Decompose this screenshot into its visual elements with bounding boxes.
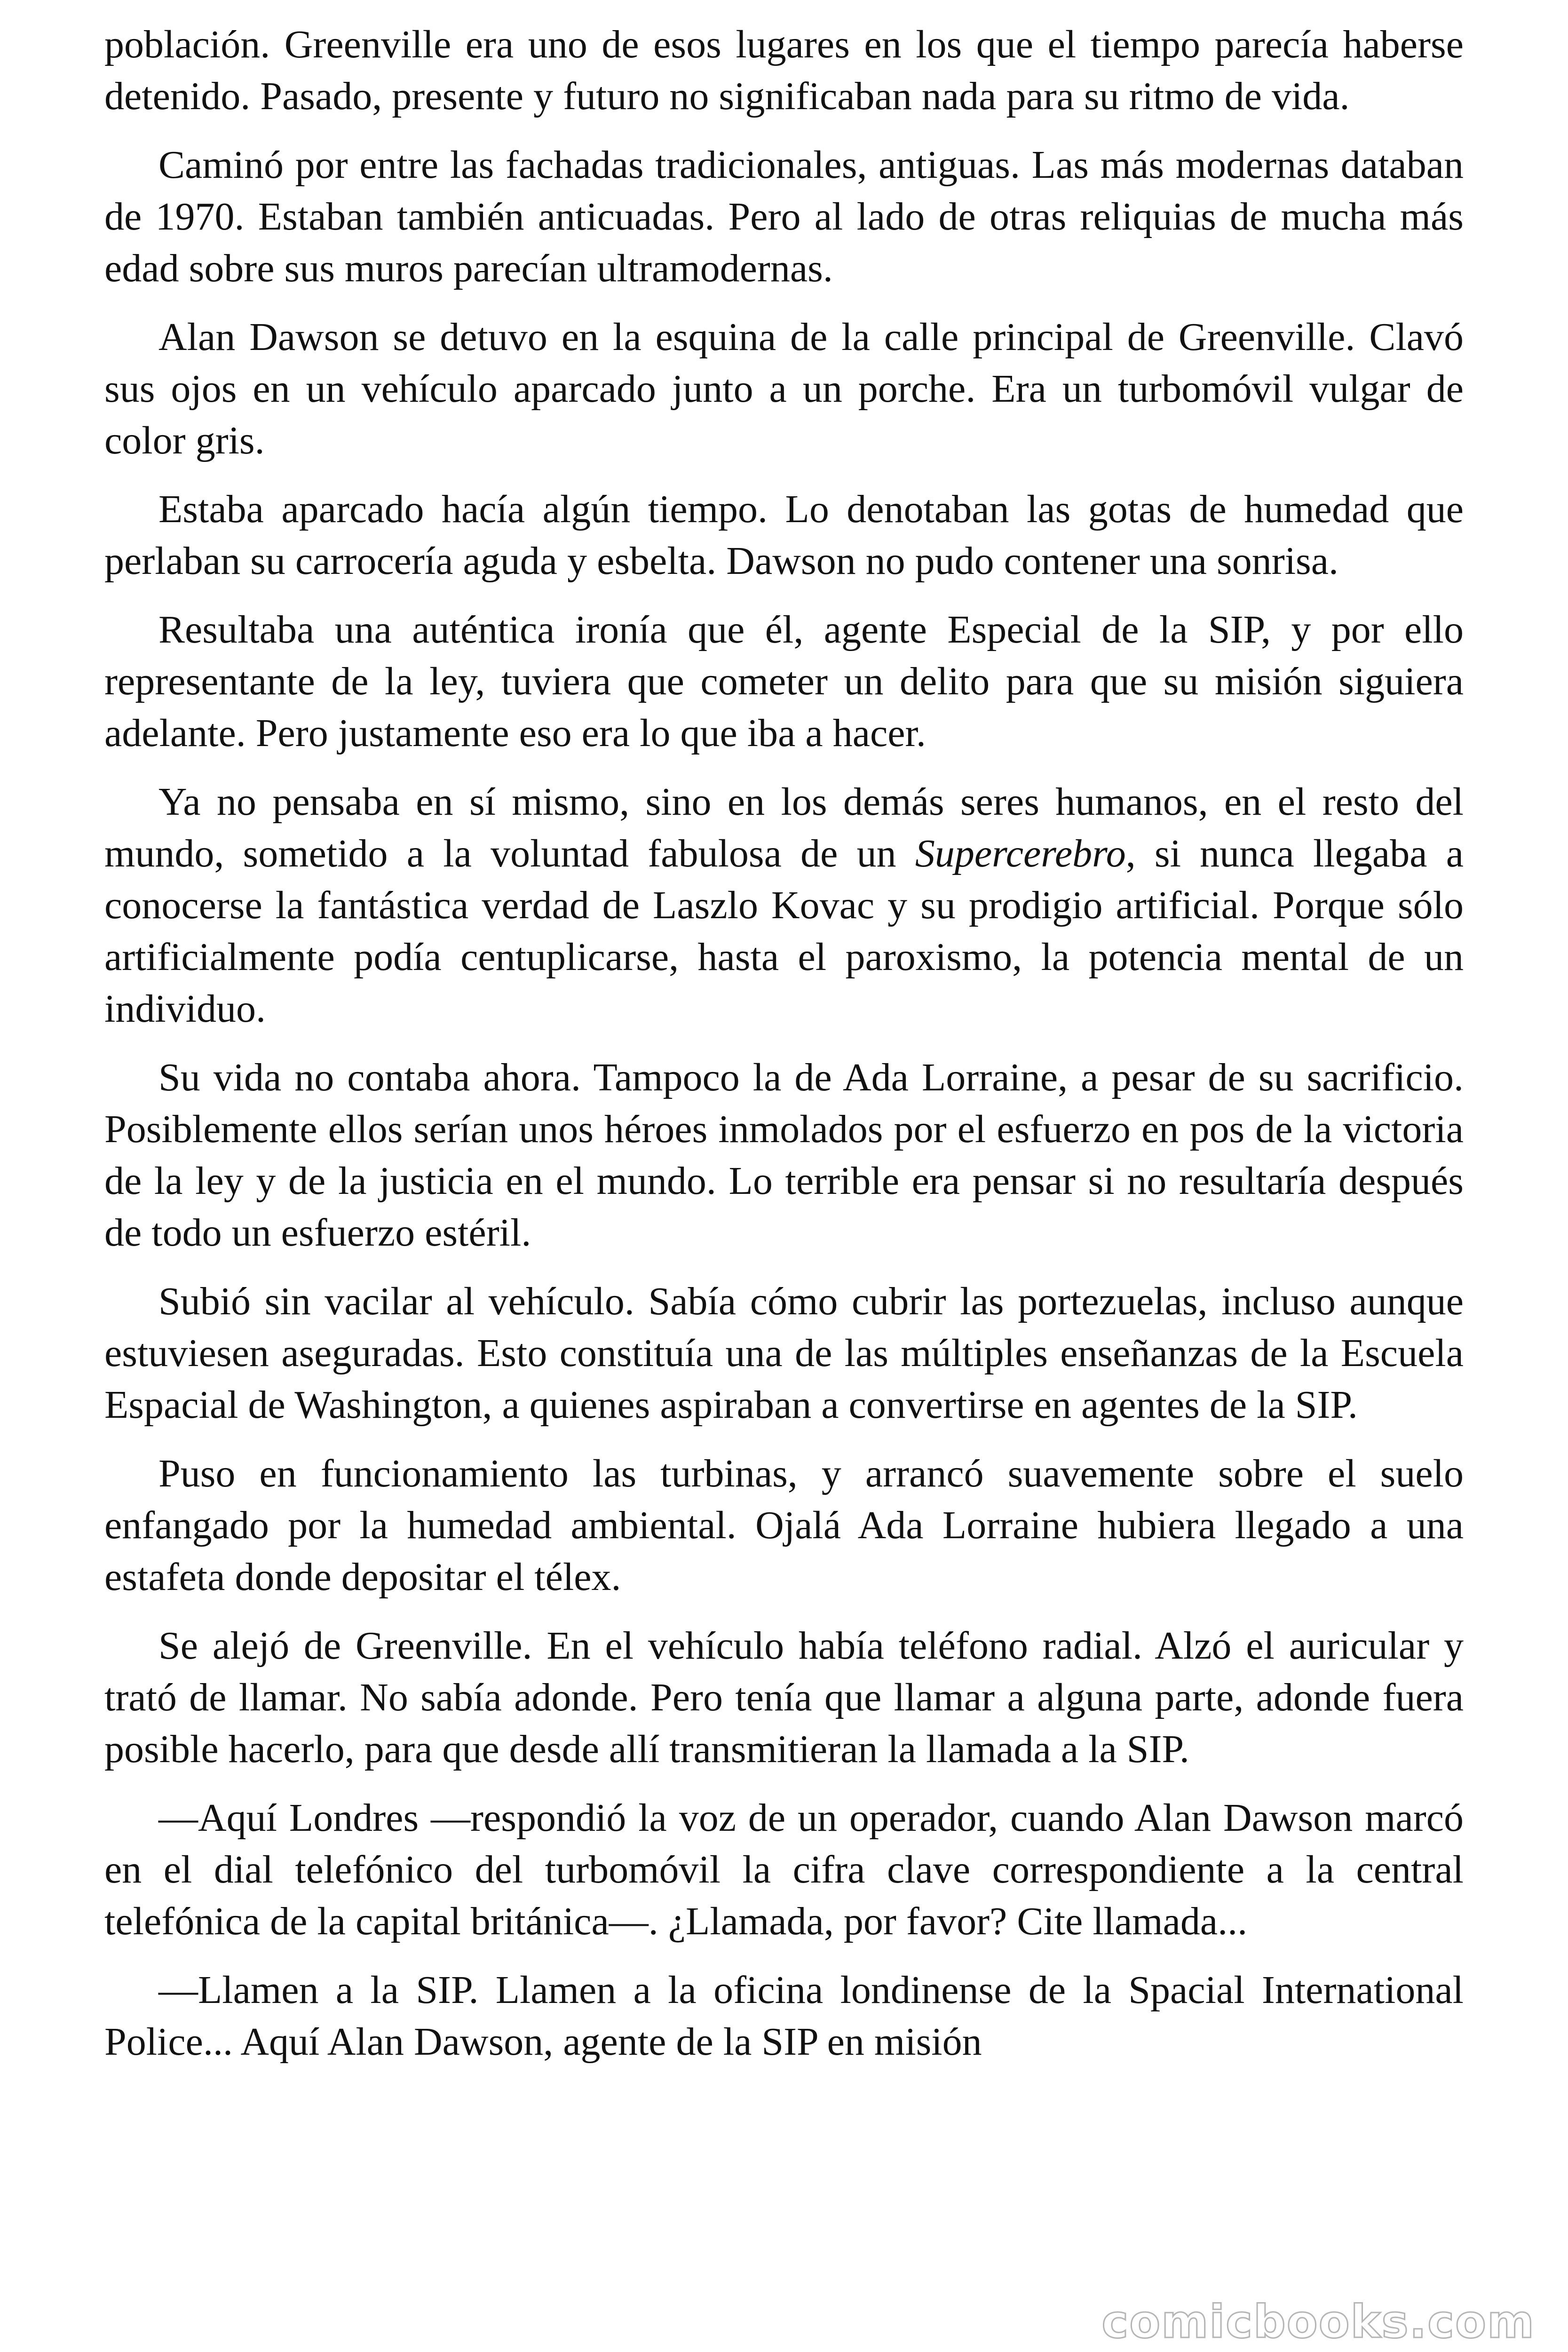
paragraph-9: Puso en funcionamiento las turbinas, y arrancó suavemente sobre el suelo enfangado por la humedad ambiental. Ojalá Ada Lorraine hubiera llegado a una estafeta donde depositar el télex.	[104, 1452, 1464, 1599]
paragraph-1: población. Greenville era uno de esos lugares en los que el tiempo parecía haberse detenido. Pasado, presente y futuro no significaban nada para su ritmo de vida.	[104, 23, 1464, 118]
paragraph-4: Estaba aparcado hacía algún tiempo. Lo denotaban las gotas de humedad que perlaban su carrocería aguda y esbelta. Dawson no pudo contener una sonrisa.	[104, 487, 1464, 583]
watermark-logo: comicbooks.com	[1101, 2296, 1535, 2348]
paragraph-8: Subió sin vacilar al vehículo. Sabía cómo cubrir las portezuelas, incluso aunque estuviesen aseguradas. Esto constituía una de las múltiples enseñanzas de la Escuela Espacial de Washington, a quienes aspiraban a convertirse en agentes de la SIP.	[104, 1279, 1464, 1427]
paragraph-3: Alan Dawson se detuvo en la esquina de la calle principal de Greenville. Clavó sus ojos en un vehículo aparcado junto a un porche. Era un turbomóvil vulgar de color gris.	[104, 315, 1464, 462]
paragraph-11: —Aquí Londres —respondió la voz de un operador, cuando Alan Dawson marcó en el dial telefónico del turbomóvil la cifra clave correspondiente a la central telefónica de la capital británica—. ¿Llamada, por favor? Cite llamada...	[104, 1796, 1464, 1943]
emphasis-supercerebro: Supercerebro	[915, 832, 1126, 875]
paragraph-6: Ya no pensaba en sí mismo, sino en los demás seres humanos, en el resto del mundo, sometido a la voluntad fabulosa de un Supercerebro, si nunca llegaba a conocerse la fantástica verdad de Laszlo Kovac y su prodigio artificial. Porque sólo artificialmente podía centuplicarse, hasta el paroxismo, la potencia mental de un individuo.	[104, 780, 1464, 1031]
paragraph-10: Se alejó de Greenville. En el vehículo había teléfono radial. Alzó el auricular y trató de llamar. No sabía adonde. Pero tenía que llamar a alguna parte, adonde fuera posible hacerlo, para que desde allí transmitieran la llamada a la SIP.	[104, 1624, 1464, 1771]
paragraph-7: Su vida no contaba ahora. Tampoco la de Ada Lorraine, a pesar de su sacrificio. Posiblemente ellos serían unos héroes inmolados por el esfuerzo en pos de la victoria de la ley y de la justicia en el mundo. Lo terrible era pensar si no resultaría después de todo un esfuerzo estéril.	[104, 1056, 1464, 1255]
paragraph-5: Resultaba una auténtica ironía que él, agente Especial de la SIP, y por ello representante de la ley, tuviera que cometer un delito para que su misión siguiera adelante. Pero justamente eso era lo que iba a hacer.	[104, 608, 1464, 755]
book-page	[104, 19, 1464, 2085]
paragraph-12: —Llamen a la SIP. Llamen a la oficina londinense de la Spacial International Police... Aquí Alan Dawson, agente de la SIP en misión	[104, 1968, 1464, 2064]
paragraph-2: Caminó por entre las fachadas tradicionales, antiguas. Las más modernas databan de 1970. Estaban también anticuadas. Pero al lado de otras reliquias de mucha más edad sobre sus muros parecían ultramodernas.	[104, 143, 1464, 290]
